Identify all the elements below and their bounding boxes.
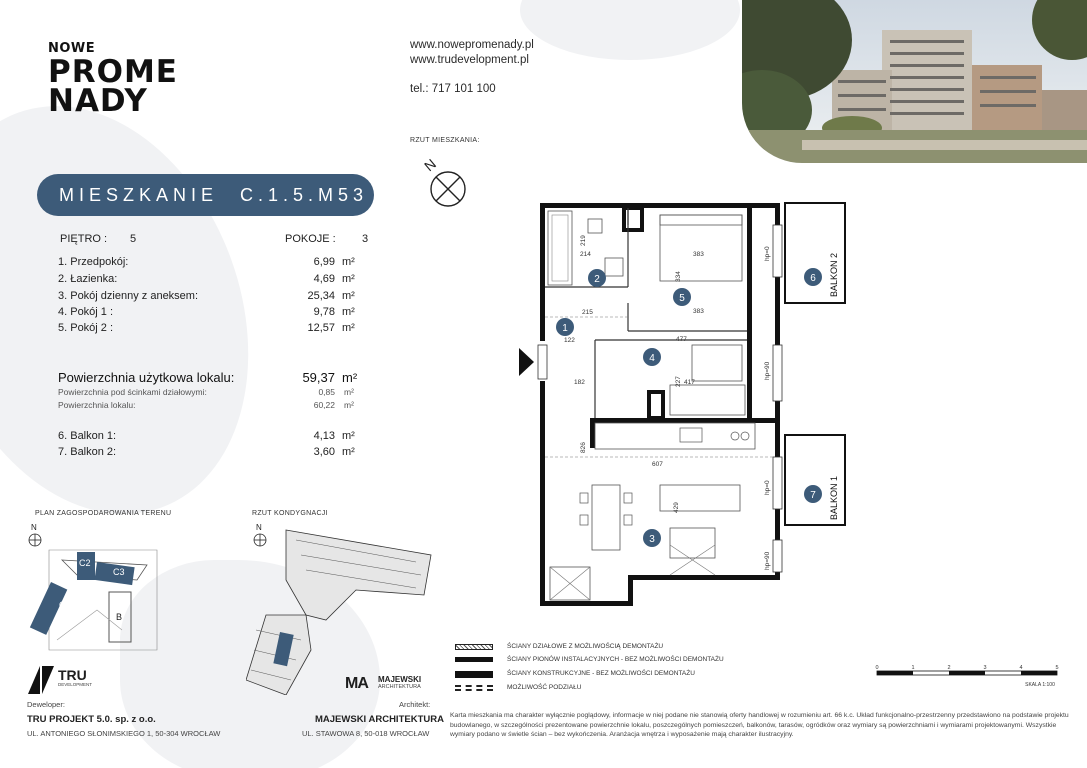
dimension-label: 826	[580, 442, 587, 453]
logo-line-1: NOWE	[48, 41, 96, 56]
room-area: 6,99	[313, 256, 335, 268]
scale-tick: 2	[947, 665, 951, 671]
room-marker: 1	[562, 323, 568, 334]
legend-hatch-icon	[455, 644, 493, 650]
building-rendering	[742, 0, 1087, 163]
scale-bar	[875, 664, 1059, 695]
partition-area-unit: m²	[344, 387, 354, 397]
balcony-area: 4,13	[313, 430, 335, 442]
logo-line-2: PROME	[48, 54, 178, 90]
total-area-unit: m²	[344, 400, 354, 410]
usable-area-value: 59,37	[302, 370, 335, 385]
developer-logo-sub: DEVELOPMENT	[58, 682, 93, 687]
room-marker: 2	[594, 274, 600, 285]
architect-logo-name: MAJEWSKI	[378, 675, 422, 684]
legend-solid-icon	[455, 657, 493, 662]
contact-block	[410, 38, 534, 97]
scale-label: SKALA 1:100	[1025, 682, 1055, 688]
hp-label: hp=90	[764, 551, 771, 570]
hp-label: hp=0	[764, 480, 771, 495]
total-area-label: Powierzchnia lokalu:	[58, 400, 136, 410]
room-marker: 4	[649, 353, 655, 364]
floor-plan-north: N	[256, 523, 262, 532]
disclaimer-text: Karta mieszkania ma charakter wyłącznie poglądowy, informacje w niej podane nie stanowią oferty handlowej w rozumieniu art. 66 k.c. Układ funkcjonalno-przestrzenny przedstawiono na podstawie projektu budowlanego, w szczególności prezentowane powierzchnie lokalu, poszczególnych pomieszczeń, balkonów, tarasów, ogródków oraz wymiary są powierzchniami i wymiarami projektowanymi. Wszystkie wymiary podano w świetle ścian – bez wykończenia. Aranżacja wnętrza i wyposażenie mają charakter ilustracyjny.	[450, 712, 1069, 738]
scale-tick: 0	[875, 665, 879, 671]
logo-line-3: NADY	[48, 83, 148, 119]
room-area: 12,57	[307, 322, 335, 334]
room-label: 3. Pokój dzienny z aneksem:	[58, 290, 199, 302]
hp-label: hp=0	[764, 246, 771, 261]
floor-value: 5	[130, 233, 137, 245]
background-shape	[0, 61, 303, 558]
developer-logo-text: TRU	[58, 667, 87, 683]
site-plan-map	[27, 520, 197, 675]
room-marker: 5	[679, 293, 685, 304]
legend-text: MOŻLIWOŚĆ PODZIAŁU	[507, 684, 582, 691]
room-label: 1. Przedpokój:	[58, 256, 129, 268]
legend-thick-icon	[455, 671, 493, 678]
room-label: 4. Pokój 1 :	[58, 306, 114, 318]
room-marker: 7	[810, 490, 816, 501]
legend-text: ŚCIANY DZIAŁOWE Z MOŻLIWOŚCIĄ DEMONTAŻU	[507, 643, 664, 650]
architect-logo-mark: MA	[345, 675, 368, 692]
room-area: 4,69	[313, 273, 335, 285]
dimension-label: 182	[574, 379, 585, 386]
apartment-banner	[37, 174, 374, 216]
dimension-label: 227	[675, 376, 682, 387]
dimension-label: 429	[673, 502, 680, 513]
legend-text: ŚCIANY KONSTRUKCYJNE - BEZ MOŻLIWOŚCI DEMONTAŻU	[507, 670, 695, 677]
site-tag: C3	[113, 567, 125, 577]
scale-tick: 3	[983, 665, 987, 671]
architect-name: MAJEWSKI ARCHITEKTURA	[315, 714, 444, 725]
rooms-label: POKOJE :	[285, 233, 336, 245]
dimension-label: 334	[675, 271, 682, 282]
dimension-label: 383	[693, 251, 704, 258]
dimension-label: 215	[582, 309, 593, 316]
dimension-label: 219	[580, 235, 587, 246]
usable-area-label: Powierzchnia użytkowa lokalu:	[58, 370, 235, 385]
dimension-label: 607	[652, 461, 663, 468]
balcony-unit: m²	[342, 430, 355, 442]
balcony-area: 3,60	[313, 446, 335, 458]
scale-tick: 1	[911, 665, 915, 671]
balcony-unit: m²	[342, 446, 355, 458]
phone-number[interactable]: tel.: 717 101 100	[410, 83, 496, 95]
dimension-label: 383	[693, 308, 704, 315]
developer-role: Deweloper:	[27, 700, 65, 709]
website-link-1[interactable]: www.nowepromenady.pl	[410, 39, 534, 51]
website-link-2[interactable]: www.trudevelopment.pl	[410, 54, 529, 66]
balcony-1-label: BALKON 1	[829, 475, 839, 520]
entrance-arrow-icon	[519, 348, 534, 376]
dimension-label: 214	[580, 251, 591, 258]
background-shape	[520, 0, 740, 60]
balcony-label: 6. Balkon 1:	[58, 430, 117, 442]
legend-text: ŚCIANY PIONÓW INSTALACYJNYCH - BEZ MOŻLIWOŚCI DEMONTAŻU	[507, 656, 724, 663]
room-label: 2. Łazienka:	[58, 273, 118, 285]
room-unit: m²	[342, 306, 355, 318]
room-unit: m²	[342, 290, 355, 302]
room-unit: m²	[342, 273, 355, 285]
plan-label: RZUT MIESZKANIA:	[410, 137, 480, 144]
north-compass-icon	[420, 155, 470, 215]
room-marker: 3	[649, 534, 655, 545]
scale-tick: 4	[1019, 665, 1023, 671]
scale-tick: 5	[1055, 665, 1059, 671]
banner-prefix: MIESZKANIE	[59, 185, 219, 205]
total-area-value: 60,22	[313, 400, 335, 410]
apartment-code: C.1.5.M53	[240, 185, 369, 205]
developer-name: TRU PROJEKT 5.0. sp. z o.o.	[27, 714, 156, 725]
site-plan-north: N	[31, 523, 37, 532]
dimension-label: 417	[684, 379, 695, 386]
floor-plan-overview	[246, 520, 436, 700]
architect-role: Architekt:	[399, 700, 431, 709]
architect-address: UL. STAWOWA 8, 50-018 WROCŁAW	[302, 729, 430, 738]
room-unit: m²	[342, 322, 355, 334]
developer-address: UL. ANTONIEGO SŁONIMSKIEGO 1, 50-304 WROCŁAW	[27, 729, 221, 738]
partition-area-value: 0,85	[318, 387, 335, 397]
apartment-floor-plan	[510, 195, 870, 620]
room-label: 5. Pokój 2 :	[58, 322, 114, 334]
dimension-label: 122	[564, 337, 575, 344]
site-tag: C2	[79, 558, 91, 568]
hp-label: hp=90	[764, 361, 771, 380]
room-marker: 6	[810, 273, 816, 284]
dimension-label: 477	[676, 336, 687, 343]
compass-letter: N	[421, 155, 440, 175]
rooms-value: 3	[362, 233, 369, 245]
partition-area-label: Powierzchnia pod ścinkami działowymi:	[58, 387, 207, 397]
room-area: 9,78	[313, 306, 335, 318]
room-unit: m²	[342, 256, 355, 268]
floor-plan-label: RZUT KONDYGNACJI	[252, 510, 328, 517]
site-tag: B	[116, 612, 123, 622]
balcony-2-label: BALKON 2	[829, 252, 839, 297]
balcony-label: 7. Balkon 2:	[58, 446, 117, 458]
usable-area-unit: m²	[342, 370, 358, 385]
site-tag: C1	[59, 600, 71, 610]
architect-logo-sub: ARCHITEKTURA	[378, 684, 421, 690]
legend-dashed-icon	[455, 685, 493, 691]
brand-logo	[48, 42, 178, 117]
floor-label: PIĘTRO :	[60, 233, 108, 245]
site-plan-label: PLAN ZAGOSPODAROWANIA TERENU	[35, 510, 172, 517]
room-area: 25,34	[307, 290, 335, 302]
